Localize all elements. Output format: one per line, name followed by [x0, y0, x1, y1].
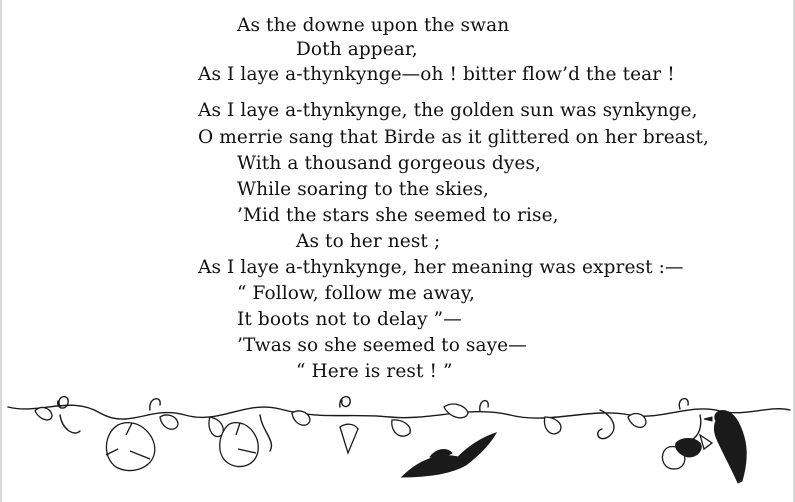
poem-line: ’Mid the stars she seemed to rise, — [237, 205, 559, 226]
poem-line: “ Here is rest ! ” — [296, 361, 453, 382]
poem-line: As I laye a-thynkynge, the golden sun was synkynge, — [198, 100, 698, 121]
poem-line: With a thousand gorgeous dyes, — [237, 153, 541, 174]
poem-line: ’Twas so she seemed to saye— — [237, 335, 527, 356]
poem-line: “ Follow, follow me away, — [237, 283, 475, 304]
vine-ornament-illustration — [0, 385, 795, 502]
poem-line: As to her nest ; — [296, 231, 441, 252]
poem-line: As the downe upon the swan — [237, 15, 510, 36]
poem-line: As I laye a-thynkynge, her meaning was exprest :— — [198, 257, 684, 278]
poem-line: O merrie sang that Birde as it glittered on her breast, — [198, 127, 709, 148]
poem-line: As I laye a-thynkynge—oh ! bitter flow’d the tear ! — [198, 64, 675, 85]
poem-line: It boots not to delay ”— — [237, 309, 462, 330]
poem-line: While soaring to the skies, — [237, 179, 489, 200]
poem-line: Doth appear, — [296, 39, 418, 60]
